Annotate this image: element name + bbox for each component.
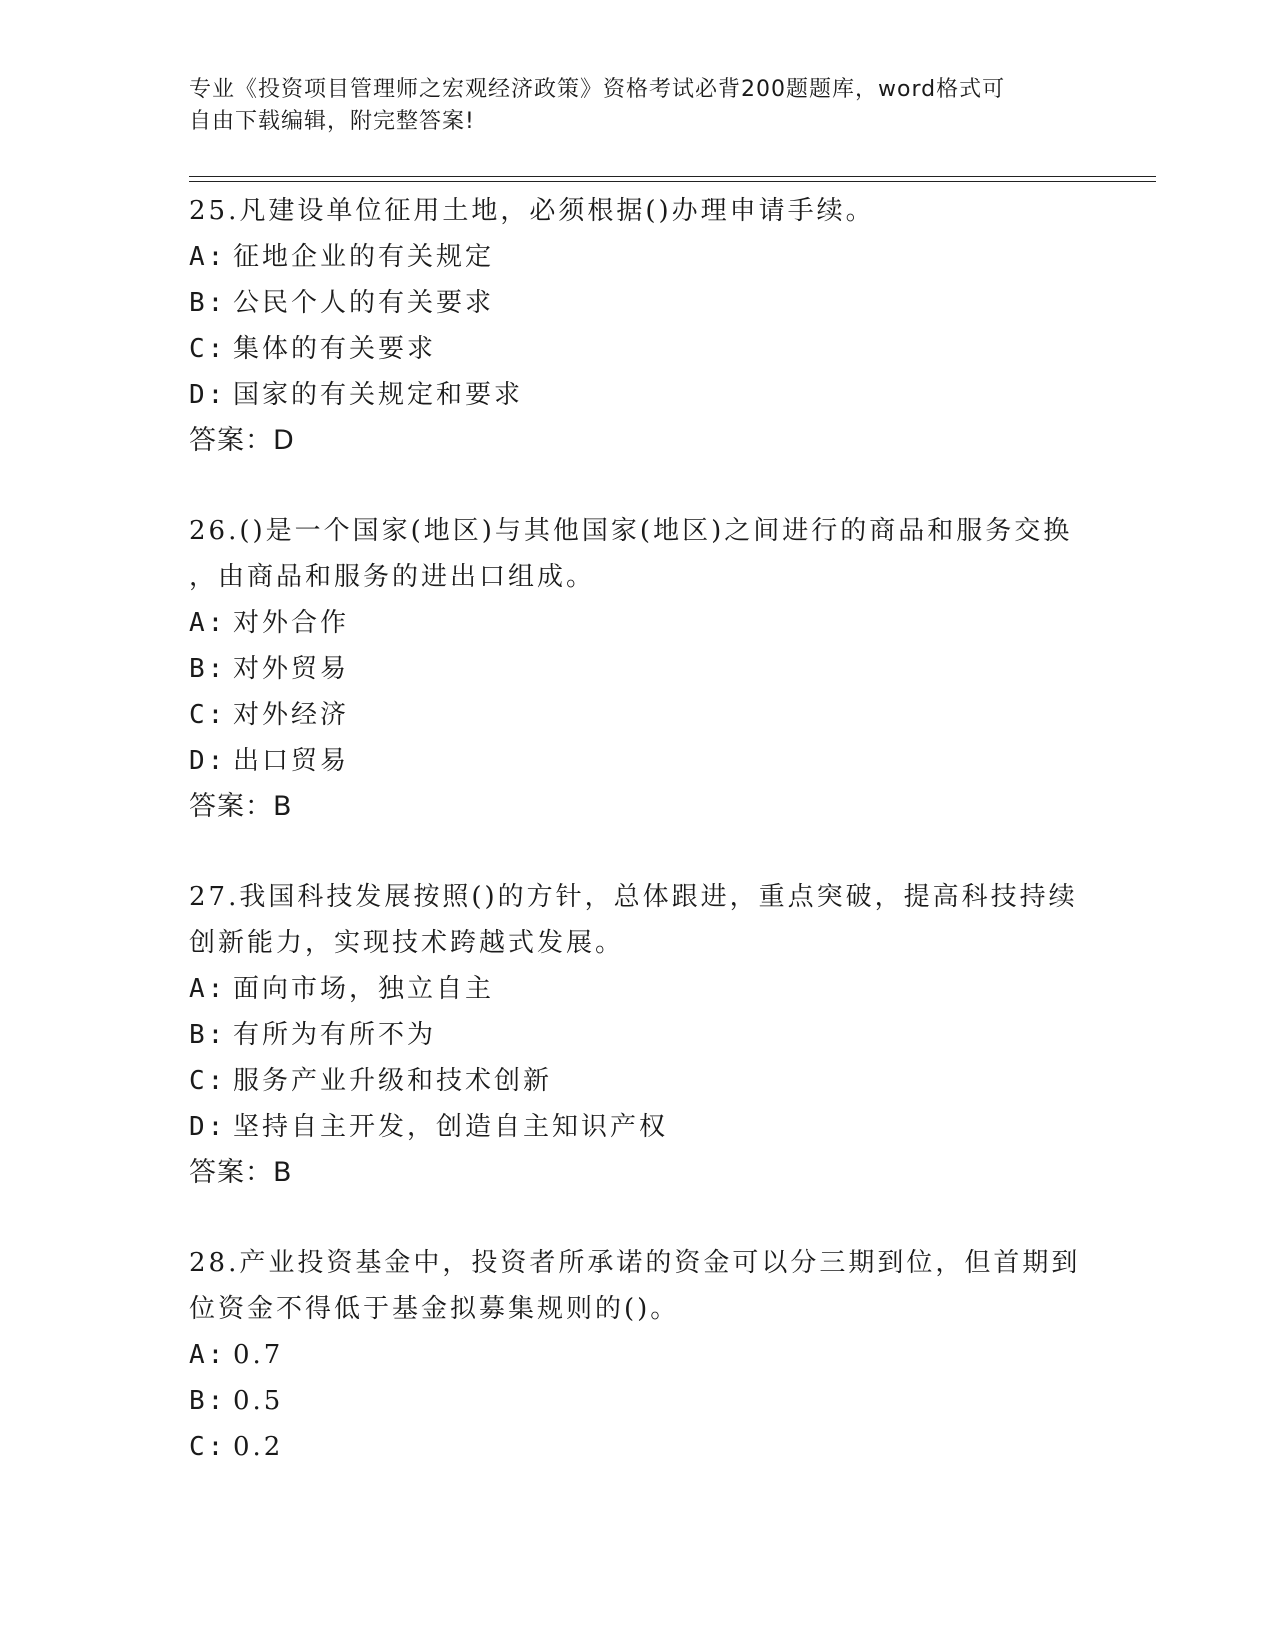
question-27 bbox=[189, 874, 1089, 1196]
option-key: A: bbox=[189, 242, 227, 272]
header-divider-bottom bbox=[189, 181, 1156, 182]
option-text: 对外合作 bbox=[233, 608, 350, 638]
option-b bbox=[189, 646, 1089, 692]
option-key: A: bbox=[189, 608, 227, 638]
option-key: D: bbox=[189, 1112, 227, 1142]
option-key: A: bbox=[189, 974, 227, 1004]
option-a bbox=[189, 966, 1089, 1012]
option-text: 0.2 bbox=[233, 1432, 284, 1462]
option-d bbox=[189, 372, 1089, 418]
option-text: 0.5 bbox=[233, 1386, 284, 1416]
option-key: C: bbox=[189, 1066, 227, 1096]
option-c bbox=[189, 1058, 1089, 1104]
option-key: B: bbox=[189, 654, 227, 684]
answer-line: 答案：B bbox=[189, 1157, 293, 1188]
question-text: 25.凡建设单位征用土地，必须根据()办理申请手续。 bbox=[189, 196, 875, 226]
option-key: C: bbox=[189, 700, 227, 730]
option-text: 对外经济 bbox=[233, 700, 350, 730]
option-d bbox=[189, 738, 1089, 784]
question-28 bbox=[189, 1240, 1089, 1470]
question-25 bbox=[189, 188, 1089, 464]
option-text: 出口贸易 bbox=[233, 746, 350, 776]
header-line-2: 自由下载编辑，附完整答案! bbox=[189, 109, 475, 134]
option-text: 服务产业升级和技术创新 bbox=[233, 1066, 553, 1096]
option-key: A: bbox=[189, 1340, 227, 1370]
option-key: B: bbox=[189, 1386, 227, 1416]
question-list bbox=[189, 188, 1089, 1514]
option-c bbox=[189, 326, 1089, 372]
header-divider-top bbox=[189, 176, 1156, 177]
question-text-line-1: 28.产业投资基金中，投资者所承诺的资金可以分三期到位，但首期到 bbox=[189, 1248, 1081, 1278]
option-a bbox=[189, 600, 1089, 646]
option-a bbox=[189, 1332, 1089, 1378]
option-text: 面向市场，独立自主 bbox=[233, 974, 495, 1004]
option-key: B: bbox=[189, 1020, 227, 1050]
header-line-1: 专业《投资项目管理师之宏观经济政策》资格考试必背200题题库，word格式可 bbox=[189, 77, 1006, 102]
option-text: 对外贸易 bbox=[233, 654, 350, 684]
answer-line: 答案：D bbox=[189, 425, 295, 456]
option-key: C: bbox=[189, 334, 227, 364]
option-text: 公民个人的有关要求 bbox=[233, 288, 495, 318]
option-d bbox=[189, 1104, 1089, 1150]
option-a bbox=[189, 234, 1089, 280]
option-text: 征地企业的有关规定 bbox=[233, 242, 495, 272]
option-key: D: bbox=[189, 380, 227, 410]
option-key: C: bbox=[189, 1432, 227, 1462]
option-text: 集体的有关要求 bbox=[233, 334, 437, 364]
option-c bbox=[189, 692, 1089, 738]
document-header bbox=[189, 74, 1069, 138]
question-text-line-1: 27.我国科技发展按照()的方针，总体跟进，重点突破，提高科技持续 bbox=[189, 882, 1078, 912]
option-key: D: bbox=[189, 746, 227, 776]
option-c bbox=[189, 1424, 1089, 1470]
option-b bbox=[189, 1378, 1089, 1424]
question-text-line-2: 位资金不得低于基金拟募集规则的()。 bbox=[189, 1294, 680, 1324]
option-text: 坚持自主开发，创造自主知识产权 bbox=[233, 1112, 669, 1142]
option-text: 国家的有关规定和要求 bbox=[233, 380, 524, 410]
option-b bbox=[189, 280, 1089, 326]
question-text-line-2: 创新能力，实现技术跨越式发展。 bbox=[189, 928, 625, 958]
option-b bbox=[189, 1012, 1089, 1058]
question-text-line-2: ，由商品和服务的进出口组成。 bbox=[189, 562, 596, 592]
option-text: 0.7 bbox=[233, 1340, 284, 1370]
question-text-line-1: 26.()是一个国家(地区)与其他国家(地区)之间进行的商品和服务交换 bbox=[189, 516, 1073, 546]
option-text: 有所为有所不为 bbox=[233, 1020, 437, 1050]
answer-line: 答案：B bbox=[189, 791, 293, 822]
question-26 bbox=[189, 508, 1089, 830]
option-key: B: bbox=[189, 288, 227, 318]
